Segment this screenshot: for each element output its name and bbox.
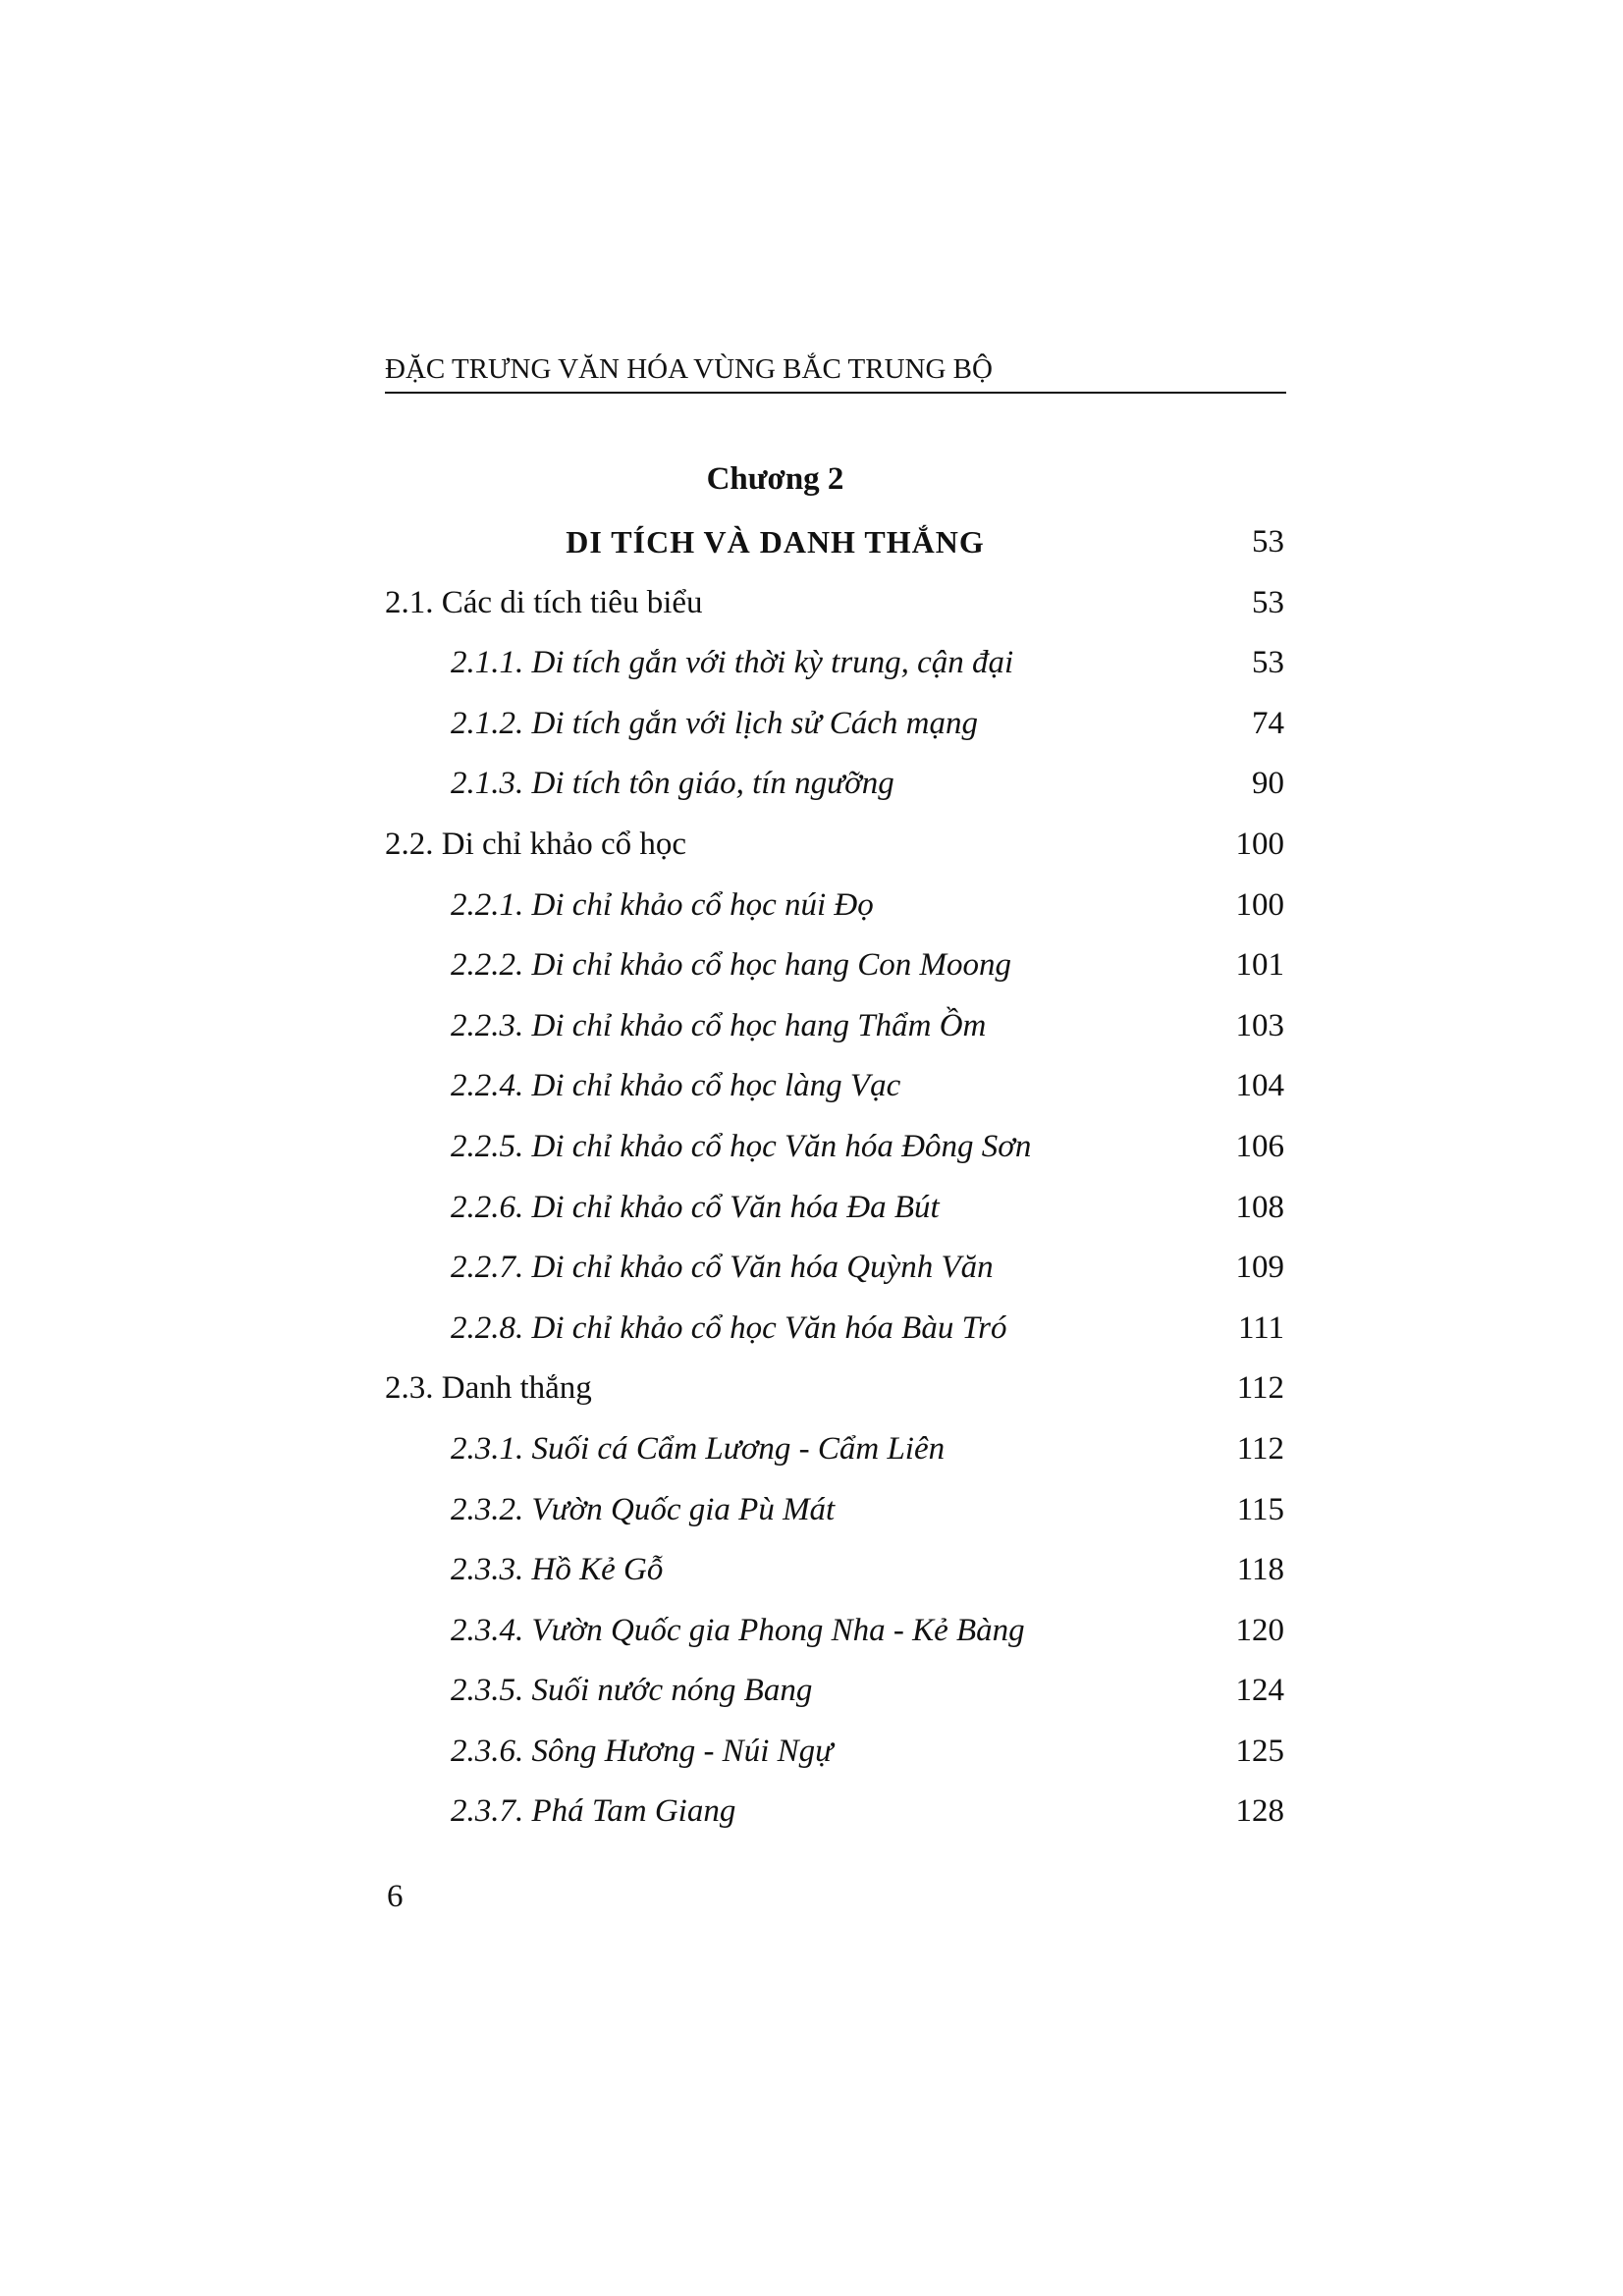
toc-section-row bbox=[385, 1359, 1284, 1419]
toc-section-row bbox=[385, 815, 1284, 876]
toc-entry-title: 2.2. Di chỉ khảo cổ học bbox=[385, 826, 687, 862]
toc-subsection-row bbox=[385, 935, 1284, 996]
toc-entry-title: 2.2.6. Di chỉ khảo cổ Văn hóa Đa Bút bbox=[451, 1189, 940, 1225]
toc-subsection-row bbox=[385, 1117, 1284, 1178]
toc-subsection-row bbox=[385, 1661, 1284, 1722]
toc-entry-page: 100 bbox=[1235, 886, 1284, 923]
toc-subsection-row bbox=[385, 1178, 1284, 1239]
toc-subsection-row bbox=[385, 1299, 1284, 1360]
header-rule bbox=[385, 392, 1286, 394]
toc-entry-page: 74 bbox=[1252, 705, 1284, 741]
toc-entry-page: 112 bbox=[1236, 1430, 1284, 1467]
toc-entry-title: 2.2.4. Di chỉ khảo cổ học làng Vạc bbox=[451, 1068, 901, 1104]
running-header: ĐẶC TRƯNG VĂN HÓA VÙNG BẮC TRUNG BỘ bbox=[385, 353, 993, 385]
toc-entry-title: 2.1.2. Di tích gắn với lịch sử Cách mạng bbox=[451, 705, 978, 741]
toc-entry-title: 2.2.1. Di chỉ khảo cổ học núi Đọ bbox=[451, 886, 874, 923]
toc-entry-title: 2.2.2. Di chỉ khảo cổ học hang Con Moong bbox=[451, 947, 1012, 984]
toc-entry-page: 90 bbox=[1252, 766, 1284, 802]
toc-subsection-row bbox=[385, 1782, 1284, 1842]
toc-subsection-row bbox=[385, 1540, 1284, 1601]
toc-subsection-row bbox=[385, 996, 1284, 1057]
page-number: 6 bbox=[387, 1879, 404, 1914]
toc-entry-title: 2.3.5. Suối nước nóng Bang bbox=[451, 1673, 813, 1709]
toc-entry-title: 2.2.7. Di chỉ khảo cổ Văn hóa Quỳnh Văn bbox=[451, 1250, 994, 1286]
chapter-title: DI TÍCH VÀ DANH THẮNG bbox=[566, 524, 985, 560]
toc-entry-page: 120 bbox=[1235, 1612, 1284, 1648]
chapter-page-number: 53 bbox=[1252, 524, 1284, 560]
chapter-label: Chương 2 bbox=[706, 461, 844, 497]
toc-entry-page: 112 bbox=[1236, 1370, 1284, 1407]
toc-entry-title: 2.2.3. Di chỉ khảo cổ học hang Thẩm Ồm bbox=[451, 1007, 987, 1043]
toc-entry-page: 124 bbox=[1235, 1673, 1284, 1709]
toc-entry-title: 2.3.7. Phá Tam Giang bbox=[451, 1793, 736, 1830]
toc-subsection-row bbox=[385, 1238, 1284, 1299]
toc-entry-title: 2.3.1. Suối cá Cẩm Lương - Cẩm Liên bbox=[451, 1430, 946, 1467]
toc-entry-title: 2.2.8. Di chỉ khảo cổ học Văn hóa Bàu Tró bbox=[451, 1309, 1007, 1346]
toc-entry-title: 2.1.1. Di tích gắn với thời kỳ trung, cận đại bbox=[451, 645, 1014, 681]
toc-entry-title: 2.3. Danh thắng bbox=[385, 1370, 592, 1407]
toc-entry-page: 104 bbox=[1235, 1068, 1284, 1104]
toc-entry-page: 118 bbox=[1236, 1552, 1284, 1588]
toc-entry-title: 2.1.3. Di tích tôn giáo, tín ngưỡng bbox=[451, 766, 894, 802]
toc-subsection-row bbox=[385, 1722, 1284, 1783]
table-of-contents bbox=[385, 512, 1284, 1842]
toc-subsection-row bbox=[385, 694, 1284, 755]
toc-entry-page: 106 bbox=[1235, 1128, 1284, 1164]
toc-entry-page: 103 bbox=[1235, 1007, 1284, 1043]
toc-entry-title: 2.1. Các di tích tiêu biểu bbox=[385, 584, 703, 620]
toc-chapter-title-row bbox=[385, 512, 1284, 573]
toc-entry-page: 53 bbox=[1252, 584, 1284, 620]
toc-subsection-row bbox=[385, 633, 1284, 694]
toc-entry-page: 100 bbox=[1235, 826, 1284, 862]
toc-entry-page: 125 bbox=[1235, 1733, 1284, 1769]
toc-subsection-row bbox=[385, 876, 1284, 936]
toc-entry-page: 108 bbox=[1235, 1189, 1284, 1225]
toc-subsection-row bbox=[385, 754, 1284, 815]
toc-subsection-row bbox=[385, 1056, 1284, 1117]
toc-entry-page: 53 bbox=[1252, 645, 1284, 681]
toc-section-row bbox=[385, 573, 1284, 634]
toc-entry-title: 2.3.2. Vườn Quốc gia Pù Mát bbox=[451, 1491, 836, 1527]
toc-subsection-row bbox=[385, 1419, 1284, 1480]
toc-entry-title: 2.2.5. Di chỉ khảo cổ học Văn hóa Đông Sơn bbox=[451, 1128, 1032, 1164]
toc-entry-page: 109 bbox=[1235, 1250, 1284, 1286]
toc-entry-title: 2.3.6. Sông Hương - Núi Ngự bbox=[451, 1733, 834, 1769]
toc-subsection-row bbox=[385, 1601, 1284, 1662]
toc-entry-title: 2.3.3. Hồ Kẻ Gỗ bbox=[451, 1552, 664, 1588]
toc-entry-page: 128 bbox=[1235, 1793, 1284, 1830]
toc-subsection-row bbox=[385, 1480, 1284, 1541]
toc-entry-page: 101 bbox=[1235, 947, 1284, 984]
toc-entry-page: 111 bbox=[1237, 1309, 1284, 1346]
toc-entry-page: 115 bbox=[1236, 1491, 1284, 1527]
toc-entry-title: 2.3.4. Vườn Quốc gia Phong Nha - Kẻ Bàng bbox=[451, 1612, 1025, 1648]
